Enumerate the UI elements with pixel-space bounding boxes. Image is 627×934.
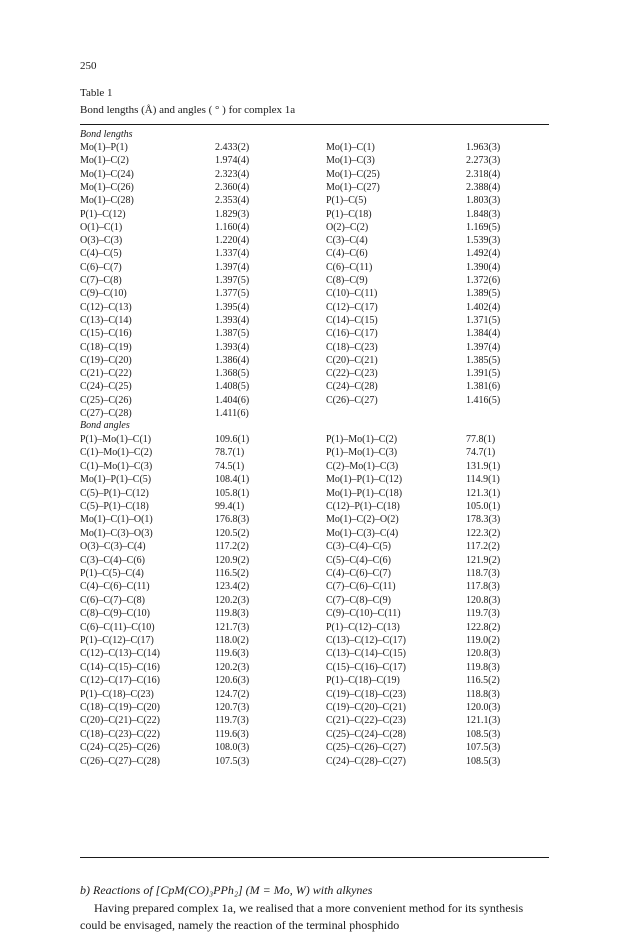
table-row	[0, 221, 627, 234]
table-row	[0, 274, 627, 287]
bond-value: 1.393(4)	[215, 314, 250, 326]
bond-label: C(25)–C(26)	[80, 394, 132, 406]
bond-value: 1.848(3)	[466, 208, 501, 220]
table-row	[0, 755, 627, 768]
table-row	[0, 234, 627, 247]
bond-value: 119.8(3)	[215, 608, 249, 620]
table-row	[0, 154, 627, 167]
bond-value: 118.0(2)	[215, 635, 249, 646]
bond-label: Mo(1)–C(2)–O(2)	[326, 514, 399, 526]
bond-label: C(21)–C(22)	[80, 368, 132, 380]
bond-label: C(4)–C(5)	[80, 248, 122, 260]
bond-value: 1.393(4)	[215, 341, 250, 353]
bond-value: 1.160(4)	[215, 221, 250, 233]
bond-label: C(9)–C(10)	[80, 288, 127, 300]
table-row	[0, 433, 627, 446]
table-row	[0, 446, 627, 459]
bond-label: C(7)–C(6)–C(11)	[326, 581, 396, 593]
bond-value: 1.381(6)	[466, 381, 501, 393]
table-row	[0, 261, 627, 274]
bond-value: 2.323(4)	[215, 168, 250, 180]
section-heading: b) Reactions of [CpM(CO)₃PPh₂] (M = Mo, W) with alkynes	[80, 883, 373, 897]
table-row	[0, 621, 627, 634]
bond-label: C(18)–C(23)	[326, 341, 378, 353]
bond-label: O(1)–C(1)	[80, 221, 123, 233]
bond-label: C(15)–C(16)	[80, 328, 132, 340]
table-row	[0, 168, 627, 181]
bond-value: 1.395(4)	[215, 301, 250, 313]
table-row	[0, 314, 627, 327]
bond-value: 1.377(5)	[215, 288, 250, 300]
table-caption: Bond lengths (Å) and angles ( ° ) for complex 1a	[80, 104, 296, 116]
bond-label: C(3)–C(4)–C(6)	[80, 554, 145, 566]
bond-value: 1.385(5)	[466, 354, 501, 366]
bond-label: P(1)–Mo(1)–C(2)	[326, 434, 398, 445]
bond-label: C(14)–C(15)–C(16)	[80, 661, 160, 673]
table-row	[0, 594, 627, 607]
bond-label: Mo(1)–C(3)	[326, 155, 375, 167]
table-row	[0, 607, 627, 620]
bond-value: 119.8(3)	[466, 661, 500, 673]
table-row	[0, 327, 627, 340]
bond-value: 108.4(1)	[215, 474, 250, 486]
bond-value: 1.492(4)	[466, 248, 501, 260]
bond-label: Mo(1)–C(1)–O(1)	[80, 514, 153, 526]
bond-label: C(7)–C(8)	[80, 275, 122, 286]
bond-label: P(1)–C(18)	[326, 208, 372, 220]
bond-value: 1.402(4)	[466, 301, 501, 313]
bond-value: 1.387(5)	[215, 328, 250, 340]
bond-label: C(20)–C(21)–C(22)	[80, 715, 160, 727]
bond-lengths-heading: Bond lengths	[80, 129, 133, 140]
bond-value: 2.360(4)	[215, 181, 250, 193]
bond-value: 1.963(3)	[466, 142, 501, 153]
bond-label: C(12)–P(1)–C(18)	[326, 501, 400, 512]
bond-label: C(12)–C(13)	[80, 301, 132, 313]
bond-label: C(24)–C(28)–C(27)	[326, 755, 406, 767]
bond-value: 118.8(3)	[466, 688, 500, 700]
table-row	[0, 554, 627, 567]
table-row	[0, 460, 627, 473]
bond-label: C(9)–C(10)–C(11)	[326, 608, 401, 620]
table-row	[0, 728, 627, 741]
bond-label: C(7)–C(8)–C(9)	[326, 594, 391, 606]
bond-label: C(25)–C(24)–C(28)	[326, 728, 406, 740]
bond-value: 1.337(4)	[215, 248, 250, 260]
table-row	[0, 567, 627, 580]
bond-value: 121.3(1)	[466, 487, 501, 499]
bond-label: C(12)–C(13)–C(14)	[80, 648, 160, 660]
bond-label: C(3)–C(4)	[326, 235, 368, 247]
bond-value: 122.8(2)	[466, 621, 501, 633]
table-row	[0, 341, 627, 354]
bond-value: 1.408(5)	[215, 381, 250, 393]
bond-value: 124.7(2)	[215, 688, 250, 700]
bond-label: Mo(1)–P(1)–C(5)	[80, 474, 152, 486]
bond-label: Mo(1)–C(3)–O(3)	[80, 527, 153, 539]
bond-label: C(16)–C(17)	[326, 328, 378, 340]
bond-label: C(22)–C(23)	[326, 368, 378, 380]
bond-label: C(8)–C(9)–C(10)	[80, 608, 150, 620]
bond-value: 107.5(3)	[466, 742, 501, 754]
table-row	[0, 208, 627, 221]
bond-label: Mo(1)–C(27)	[326, 181, 380, 193]
bond-angles-heading: Bond angles	[80, 420, 130, 431]
bond-value: 1.803(3)	[466, 195, 501, 207]
bond-label: C(27)–C(28)	[80, 408, 132, 419]
bond-label: P(1)–C(12)–C(17)	[80, 635, 154, 646]
bond-value: 119.7(3)	[466, 608, 500, 620]
bond-label: C(3)–C(4)–C(5)	[326, 541, 391, 553]
bond-label: Mo(1)–C(2)	[80, 155, 129, 167]
bond-label: C(13)–C(14)	[80, 314, 132, 326]
bond-value: 2.353(4)	[215, 195, 250, 207]
bond-label: C(19)–C(20)	[80, 354, 132, 366]
table-row	[0, 473, 627, 486]
table-row	[0, 634, 627, 647]
bond-value: 1.390(4)	[466, 261, 501, 273]
bond-label: C(4)–C(6)–C(7)	[326, 568, 391, 579]
bond-value: 1.169(5)	[466, 221, 501, 233]
bond-label: C(18)–C(23)–C(22)	[80, 728, 160, 740]
bond-label: C(26)–C(27)	[326, 394, 378, 406]
bond-label: C(6)–C(7)	[80, 261, 122, 273]
table-row	[0, 394, 627, 407]
bond-value: 119.7(3)	[215, 715, 249, 727]
table-row	[0, 580, 627, 593]
bond-value: 120.9(2)	[215, 554, 250, 566]
bond-value: 119.6(3)	[215, 728, 249, 740]
table-row	[0, 741, 627, 754]
page-number: 250	[80, 60, 97, 72]
bond-value: 105.8(1)	[215, 487, 250, 499]
bond-label: O(3)–C(3)	[80, 235, 123, 247]
bond-value: 120.8(3)	[466, 648, 501, 660]
bond-label: C(19)–C(20)–C(21)	[326, 702, 406, 713]
bond-value: 120.2(3)	[215, 661, 250, 673]
body-paragraph: Having prepared complex 1a, we realised that a more convenient method for its synthesis could be envisaged, namely the reaction of the terminal phosphido	[80, 901, 524, 932]
bond-label: C(18)–C(19)–C(20)	[80, 702, 160, 713]
bond-label: Mo(1)–C(3)–C(4)	[326, 527, 399, 539]
bond-value: 1.389(5)	[466, 288, 501, 300]
bond-label: P(1)–Mo(1)–C(3)	[326, 447, 398, 459]
table-row	[0, 354, 627, 367]
bond-label: C(4)–C(6)–C(11)	[80, 581, 150, 593]
bond-label: C(26)–C(27)–C(28)	[80, 755, 160, 767]
bond-label: C(24)–C(28)	[326, 381, 378, 393]
bond-value: 1.220(4)	[215, 235, 250, 247]
bond-value: 108.5(3)	[466, 755, 501, 767]
bond-value: 108.5(3)	[466, 728, 501, 740]
bond-label: P(1)–C(18)–C(19)	[326, 675, 400, 687]
table-row	[0, 647, 627, 660]
bond-value: 178.3(3)	[466, 514, 501, 526]
bond-value: 2.273(3)	[466, 155, 501, 167]
bond-value: 2.433(2)	[215, 142, 250, 153]
table-row	[0, 527, 627, 540]
bond-label: Mo(1)–P(1)–C(12)	[326, 474, 403, 486]
bond-value: 123.4(2)	[215, 581, 250, 593]
bond-label: Mo(1)–C(28)	[80, 195, 134, 207]
bond-value: 120.0(3)	[466, 702, 501, 713]
bond-label: C(5)–P(1)–C(12)	[80, 487, 149, 499]
table-row	[0, 247, 627, 260]
bond-value: 116.5(2)	[215, 568, 249, 579]
bond-value: 74.7(1)	[466, 447, 496, 459]
table-row	[0, 701, 627, 714]
bond-label: C(18)–C(19)	[80, 341, 132, 353]
table-row	[0, 540, 627, 553]
bond-value: 1.416(5)	[466, 394, 501, 406]
table-row	[0, 181, 627, 194]
bond-value: 1.384(4)	[466, 328, 501, 340]
bond-value: 109.6(1)	[215, 434, 250, 445]
bond-value: 120.6(3)	[215, 675, 250, 687]
bond-label: Mo(1)–P(1)–C(18)	[326, 487, 403, 499]
bond-label: C(1)–Mo(1)–C(3)	[80, 460, 153, 472]
table-top-rule	[80, 124, 549, 125]
bond-value: 1.397(4)	[466, 341, 501, 353]
bond-value: 121.1(3)	[466, 715, 501, 727]
bond-value: 1.372(6)	[466, 275, 501, 286]
bond-value: 119.6(3)	[215, 648, 249, 660]
bond-label: Mo(1)–C(1)	[326, 142, 375, 153]
bond-value: 1.386(4)	[215, 354, 250, 366]
bond-value: 1.411(6)	[215, 408, 249, 419]
bond-label: C(12)–C(17)–C(16)	[80, 675, 160, 687]
bond-value: 114.9(1)	[466, 474, 500, 486]
bond-value: 176.8(3)	[215, 514, 250, 526]
bond-value: 120.7(3)	[215, 702, 250, 713]
bond-label: C(24)–C(25)	[80, 381, 132, 393]
bond-label: P(1)–Mo(1)–C(1)	[80, 434, 152, 445]
bond-value: 1.397(4)	[215, 261, 250, 273]
bond-value: 108.0(3)	[215, 742, 250, 754]
bond-label: O(2)–C(2)	[326, 221, 369, 233]
bond-value: 1.371(5)	[466, 314, 501, 326]
bond-label: C(6)–C(7)–C(8)	[80, 594, 145, 606]
bond-label: P(1)–C(12)	[80, 208, 126, 220]
bond-label: P(1)–C(12)–C(13)	[326, 621, 400, 633]
bond-value: 107.5(3)	[215, 755, 250, 767]
bond-value: 117.8(3)	[466, 581, 500, 593]
table-row	[0, 500, 627, 513]
bond-label: C(13)–C(14)–C(15)	[326, 648, 406, 660]
bond-value: 116.5(2)	[466, 675, 500, 687]
bond-label: C(2)–Mo(1)–C(3)	[326, 460, 399, 472]
bond-value: 120.5(2)	[215, 527, 250, 539]
bond-value: 120.8(3)	[466, 594, 501, 606]
bond-value: 1.391(5)	[466, 368, 501, 380]
bond-value: 117.2(2)	[215, 541, 249, 553]
table-row	[0, 661, 627, 674]
bond-label: C(13)–C(12)–C(17)	[326, 635, 406, 646]
bond-label: C(19)–C(18)–C(23)	[326, 688, 406, 700]
bond-label: C(4)–C(6)	[326, 248, 368, 260]
bond-value: 121.7(3)	[215, 621, 250, 633]
bond-label: Mo(1)–C(25)	[326, 168, 380, 180]
bond-label: C(5)–P(1)–C(18)	[80, 501, 149, 512]
bond-label: C(24)–C(25)–C(26)	[80, 742, 160, 754]
bond-value: 1.404(6)	[215, 394, 250, 406]
bond-value: 1.829(3)	[215, 208, 250, 220]
bond-value: 120.2(3)	[215, 594, 250, 606]
bond-label: C(6)–C(11)	[326, 261, 373, 273]
bond-value: 131.9(1)	[466, 460, 501, 472]
table-row	[0, 367, 627, 380]
bond-value: 2.318(4)	[466, 168, 501, 180]
table-row	[0, 487, 627, 500]
bond-label: C(21)–C(22)–C(23)	[326, 715, 406, 727]
bond-value: 122.3(2)	[466, 527, 501, 539]
bond-label: P(1)–C(18)–C(23)	[80, 688, 154, 700]
bond-label: Mo(1)–C(26)	[80, 181, 134, 193]
bond-label: O(3)–C(3)–C(4)	[80, 541, 146, 553]
bond-label: C(5)–C(4)–C(6)	[326, 554, 391, 566]
bond-value: 1.397(5)	[215, 275, 250, 286]
bond-value: 105.0(1)	[466, 501, 501, 512]
bond-value: 74.5(1)	[215, 460, 245, 472]
bond-value: 2.388(4)	[466, 181, 501, 193]
bond-value: 117.2(2)	[466, 541, 500, 553]
table-row	[0, 714, 627, 727]
table-row	[0, 674, 627, 687]
bond-label: P(1)–C(5)	[326, 195, 367, 207]
table-row	[0, 688, 627, 701]
bond-label: C(1)–Mo(1)–C(2)	[80, 447, 153, 459]
bond-label: C(15)–C(16)–C(17)	[326, 661, 406, 673]
table-bottom-rule	[80, 857, 549, 858]
bond-label: C(12)–C(17)	[326, 301, 378, 313]
table-label: Table 1	[80, 87, 113, 99]
table-row	[0, 513, 627, 526]
bond-value: 77.8(1)	[466, 434, 496, 445]
bond-label: C(10)–C(11)	[326, 288, 378, 300]
bond-value: 1.368(5)	[215, 368, 250, 380]
bond-value: 78.7(1)	[215, 447, 245, 459]
table-row	[0, 141, 627, 154]
bond-label: Mo(1)–P(1)	[80, 142, 128, 153]
bond-label: P(1)–C(5)–C(4)	[80, 568, 144, 579]
bond-label: C(20)–C(21)	[326, 354, 378, 366]
bond-value: 99.4(1)	[215, 501, 245, 512]
bond-label: C(25)–C(26)–C(27)	[326, 742, 406, 754]
table-row	[0, 301, 627, 314]
table-row	[0, 194, 627, 207]
bond-value: 118.7(3)	[466, 568, 500, 579]
table-row	[0, 380, 627, 393]
bond-value: 119.0(2)	[466, 635, 500, 646]
bond-value: 1.974(4)	[215, 155, 250, 167]
bond-label: Mo(1)–C(24)	[80, 168, 134, 180]
bond-label: C(8)–C(9)	[326, 275, 368, 286]
bond-label: C(14)–C(15)	[326, 314, 378, 326]
bond-value: 1.539(3)	[466, 235, 501, 247]
table-row	[0, 287, 627, 300]
bond-label: C(6)–C(11)–C(10)	[80, 621, 155, 633]
table-row	[0, 407, 627, 420]
bond-value: 121.9(2)	[466, 554, 501, 566]
